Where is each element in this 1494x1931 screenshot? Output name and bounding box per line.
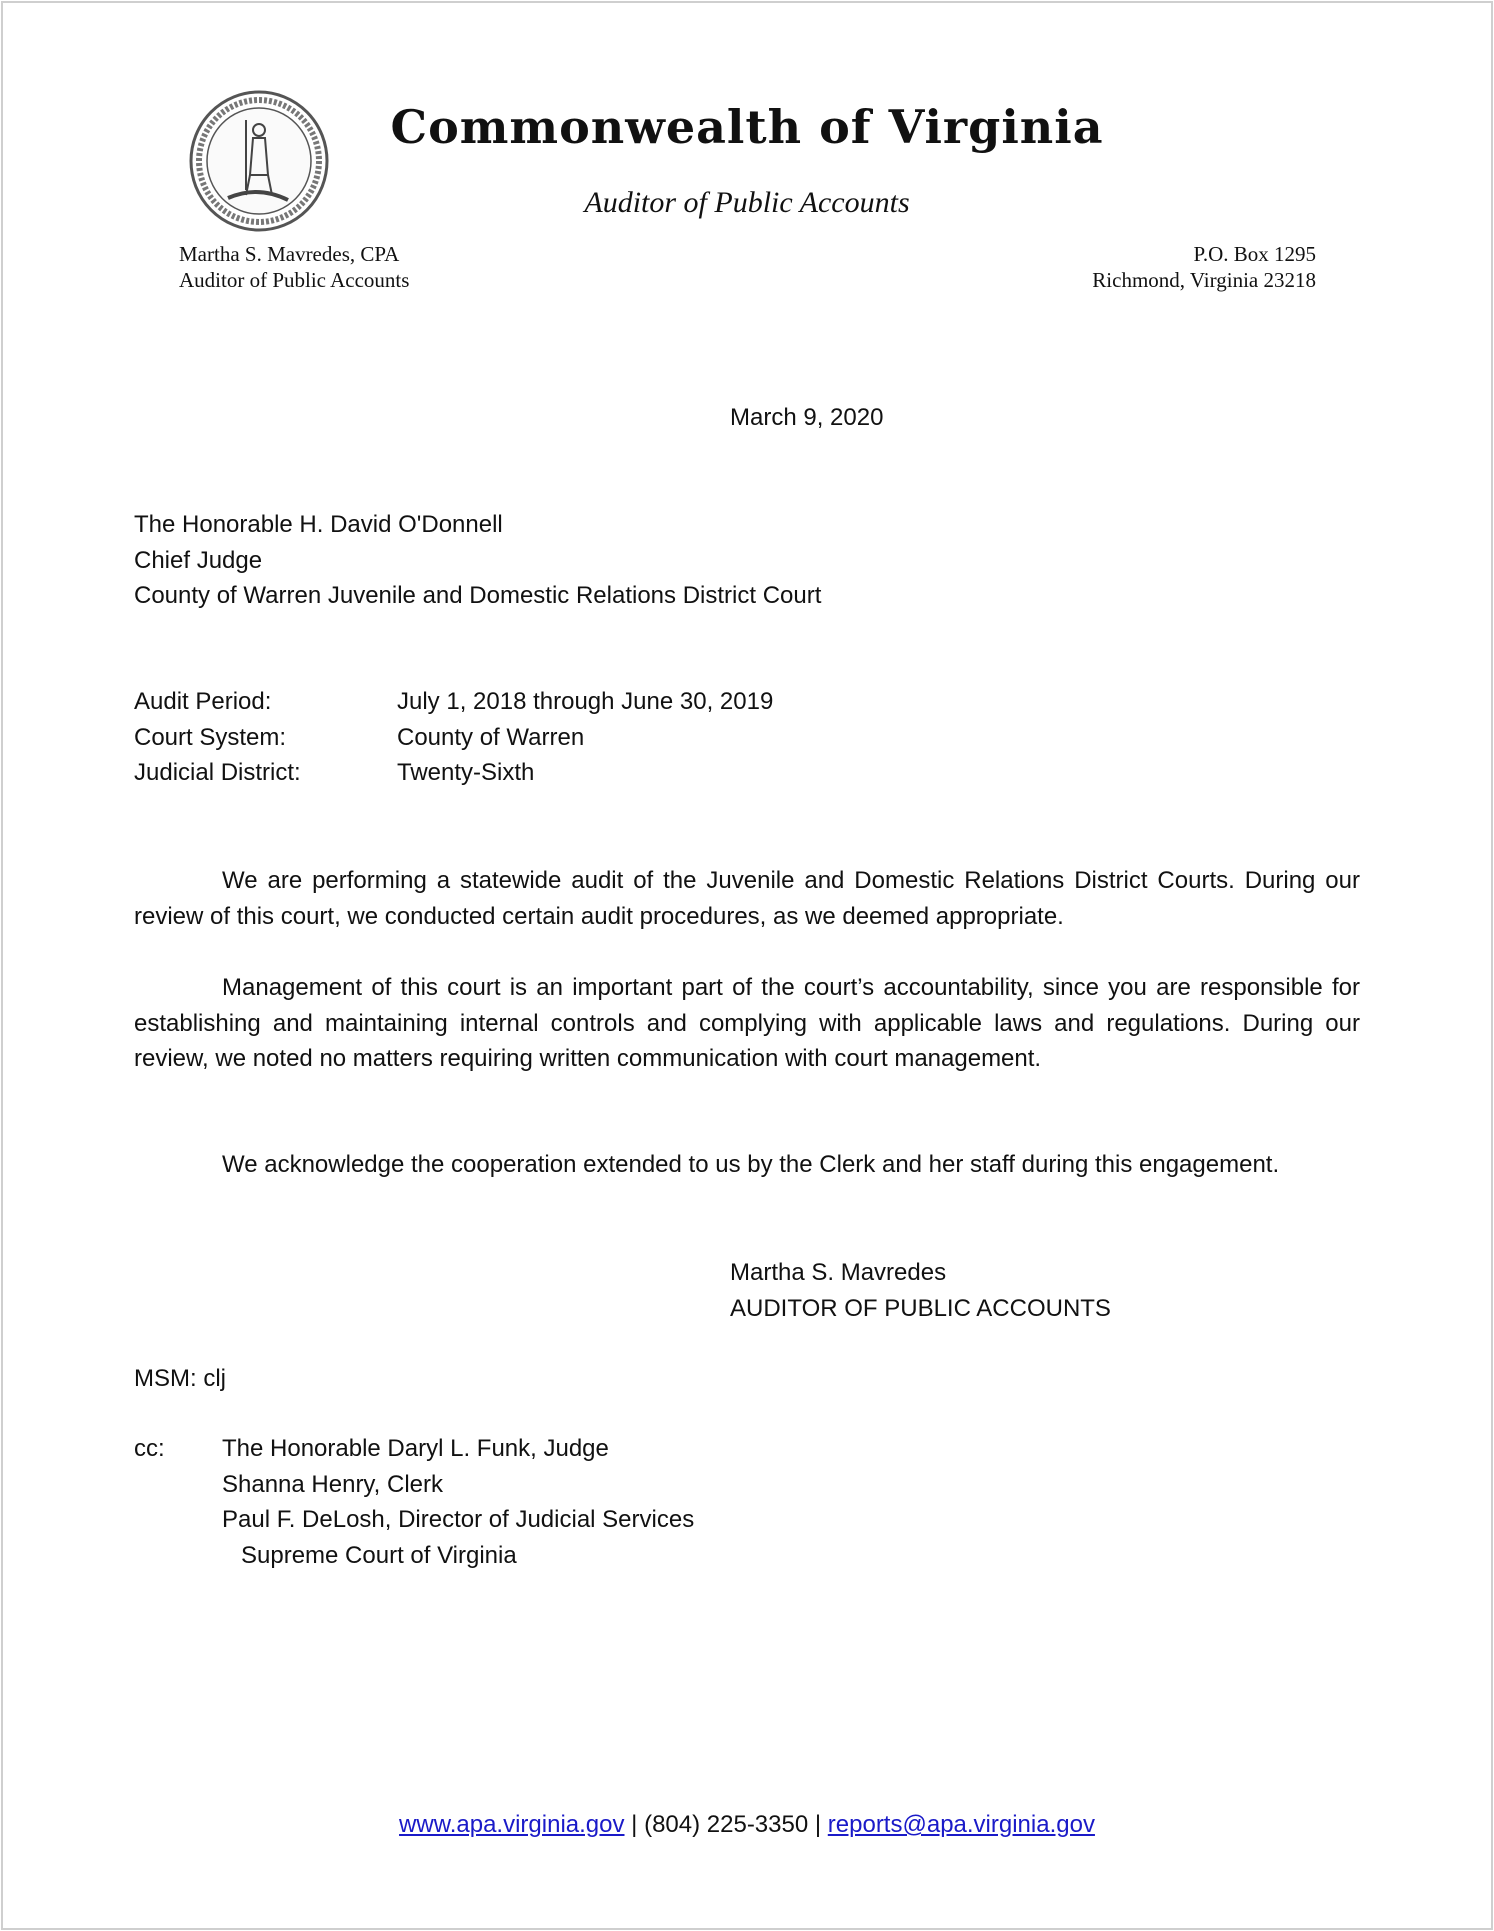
mailing-address <box>1092 241 1316 293</box>
audit-info <box>134 684 773 791</box>
city-state-zip: Richmond, Virginia 23218 <box>1092 268 1316 292</box>
cc-recipient: The Honorable Daryl L. Funk, Judge <box>222 1435 609 1462</box>
cc-recipient: Paul F. DeLosh, Director of Judicial Services <box>222 1506 695 1534</box>
addressee-court: County of Warren Juvenile and Domestic Relations District Court <box>134 582 822 610</box>
paragraph-text: We acknowledge the cooperation extended to us by the Clerk and her staff during this engagement. <box>222 1151 1280 1178</box>
judicial-district-value: Twenty-Sixth <box>397 759 535 787</box>
signer-name: Martha S. Mavredes <box>730 1259 947 1286</box>
phone-number: (804) 225-3350 <box>644 1811 809 1838</box>
footer-contact <box>0 1807 1494 1843</box>
signer-title: AUDITOR OF PUBLIC ACCOUNTS <box>730 1294 1111 1322</box>
audit-period-value: July 1, 2018 through June 30, 2019 <box>397 688 774 715</box>
audit-period-row <box>134 684 773 720</box>
cc-recipient: Shanna Henry, Clerk <box>222 1470 443 1498</box>
cc-label: cc: <box>134 1435 165 1462</box>
paragraph-text: We are performing a statewide audit of the Juvenile and Domestic Relations District Courts. During our review of this court, we conducted certain audit procedures, as we deemed appropriate. <box>134 867 1360 930</box>
judicial-district-label: Judicial District: <box>134 759 301 787</box>
addressee-title: Chief Judge <box>134 546 263 574</box>
website-link[interactable]: www.apa.virginia.gov <box>399 1811 625 1838</box>
paragraph-text: Management of this court is an important part of the court’s accountability, since you are responsible for establishing and maintaining internal controls and complying with applicable laws and regulations. During our review, we noted no matters requiring written communication with court management. <box>134 974 1360 1073</box>
body-paragraph-1 <box>134 863 1360 934</box>
addressee-block <box>134 507 821 614</box>
cc-list <box>222 1431 694 1574</box>
court-system-value: County of Warren <box>397 723 585 751</box>
court-system-label: Court System: <box>134 723 287 751</box>
letterhead-title: Commonwealth of Virginia <box>390 100 1104 154</box>
separator: | <box>631 1811 638 1838</box>
po-box: P.O. Box 1295 <box>1193 242 1316 266</box>
separator: | <box>814 1811 822 1838</box>
judicial-district-row <box>134 755 773 791</box>
email-link[interactable]: reports@apa.virginia.gov <box>827 1811 1095 1838</box>
court-system-row <box>134 720 773 756</box>
auditor-name: Martha S. Mavredes, CPA <box>179 242 400 266</box>
signature-block <box>730 1255 1111 1326</box>
body-paragraph-2 <box>134 970 1360 1077</box>
letter-date: March 9, 2020 <box>730 404 884 431</box>
initials: MSM: clj <box>134 1365 226 1392</box>
auditor-name-block <box>179 241 409 293</box>
addressee-name: The Honorable H. David O'Donnell <box>134 511 503 538</box>
cc-recipient: Supreme Court of Virginia <box>241 1542 517 1570</box>
audit-period-label: Audit Period: <box>134 688 272 715</box>
auditor-title: Auditor of Public Accounts <box>179 268 410 292</box>
body-paragraph-3 <box>134 1147 1360 1183</box>
letterhead-subtitle: Auditor of Public Accounts <box>584 186 910 219</box>
